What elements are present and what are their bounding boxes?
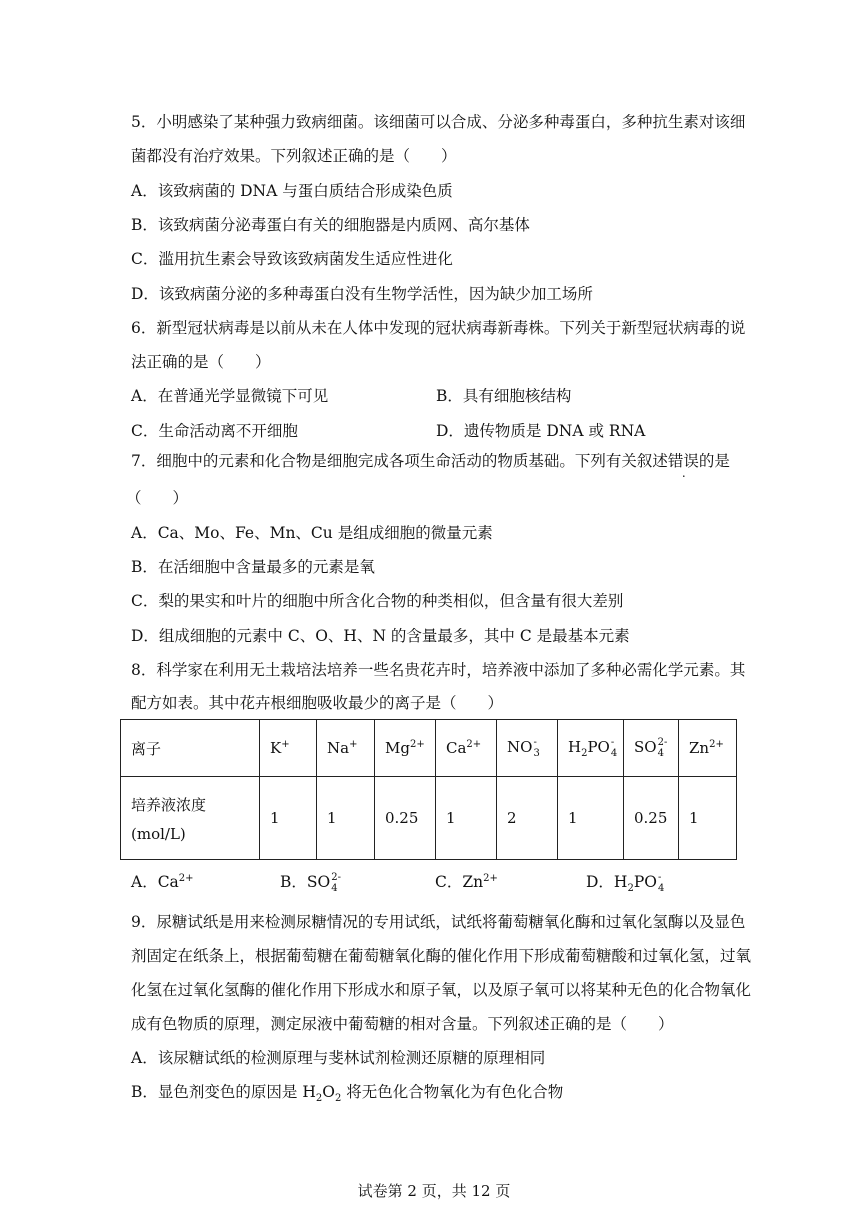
q7-option-a: A．Ca、Mo、Fe、Mn、Cu 是组成细胞的微量元素 xyxy=(131,524,493,542)
table-cell: 0.25 xyxy=(375,777,436,860)
ion-k: K+ xyxy=(260,720,317,777)
q5-option-d: D．该致病菌分泌的多种毒蛋白没有生物学活性，因为缺少加工场所 xyxy=(131,285,593,303)
q9-stem-line3: 化氢在过氧化氢酶的催化作用下形成水和原子氧，以及原子氧可以将某种无色的化合物氧化 xyxy=(131,981,752,999)
q9-stem-line2: 剂固定在纸条上，根据葡萄糖在葡萄糖氧化酶的催化作用下形成葡萄糖酸和过氧化氢，过氧 xyxy=(131,947,752,965)
ion-so4: SO 2- 4 xyxy=(624,720,679,777)
q6-option-d: D．遗传物质是 DNA 或 RNA xyxy=(436,422,646,440)
q7-emphasis-word: 错误 xyxy=(667,452,699,470)
ion-na: Na+ xyxy=(317,720,375,777)
q5-option-b: B．该致病菌分泌毒蛋白有关的细胞器是内质网、高尔基体 xyxy=(131,216,530,234)
table-row xyxy=(121,777,737,860)
ion-mg: $Mg^{2+}$ xyxy=(375,720,436,777)
q7-option-c: C．梨的果实和叶片的细胞中所含化合物的种类相似，但含量有很大差别 xyxy=(131,592,624,610)
table-cell: 1 xyxy=(317,777,375,860)
q7-option-b: B．在活细胞中含量最多的元素是氧 xyxy=(131,558,375,576)
q6-stem-line2: 法正确的是（ ） xyxy=(131,353,271,371)
q6-option-b: B．具有细胞核结构 xyxy=(436,387,572,405)
table-row xyxy=(121,720,737,777)
table-header-concentration: 培养液浓度 (mol/L) xyxy=(121,777,260,860)
q8-stem-line2: 配方如表。其中花卉根细胞吸收最少的离子是（ ） xyxy=(131,694,504,712)
nutrient-table xyxy=(120,719,737,860)
q6-stem-line1: 6．新型冠状病毒是以前从未在人体中发现的冠状病毒新毒株。下列关于新型冠状病毒的说 xyxy=(131,319,746,337)
q6-option-c: C．生命活动离不开细胞 xyxy=(131,422,298,440)
q8-stem-line1: 8．科学家在利用无土栽培法培养一些名贵花卉时，培养液中添加了多种必需化学元素。其 xyxy=(131,661,746,679)
page-footer: 试卷第 2 页，共 12 页 xyxy=(357,1182,511,1200)
table-cell: 0.25 xyxy=(624,777,679,860)
q8-option-d: D．$H_2PO$ - 4 xyxy=(586,872,665,895)
q5-stem-line2: 菌都没有治疗效果。下列叙述正确的是（ ） xyxy=(131,147,457,165)
table-cell: 1 xyxy=(436,777,497,860)
q9-stem-line1: 9．尿糖试纸是用来检测尿糖情况的专用试纸，试纸将葡萄糖氧化酶和过氧化氢酶以及显色 xyxy=(131,913,746,931)
table-cell: 2 xyxy=(497,777,558,860)
q8-option-b: B．SO 2- 4 xyxy=(280,872,341,894)
ion-zn: $Zn^{2+}$ xyxy=(679,720,737,777)
q7-option-d: D．组成细胞的元素中 C、O、H、N 的含量最多，其中 C 是最基本元素 xyxy=(131,627,630,645)
q9-option-a: A．该尿糖试纸的检测原理与斐林试剂检测还原糖的原理相同 xyxy=(131,1049,546,1067)
q5-stem-line1: 5．小明感染了某种强力致病细菌。该细菌可以合成、分泌多种毒蛋白，多种抗生素对该细 xyxy=(131,113,746,131)
q8-option-a: A．$Ca^{2+}$ xyxy=(131,872,194,891)
q6-option-a: A．在普通光学显微镜下可见 xyxy=(131,387,329,405)
ion-ca: $Ca^{2+}$ xyxy=(436,720,497,777)
q5-option-a: A．该致病菌的 DNA 与蛋白质结合形成染色质 xyxy=(131,182,453,200)
q7-stem-line2: （ ） xyxy=(126,489,189,507)
q5-option-c: C．滥用抗生素会导致该致病菌发生适应性进化 xyxy=(131,250,453,268)
ion-h2po4: $H_2PO$ - 4 xyxy=(558,720,624,777)
table-header-ion: 离子 xyxy=(121,720,260,777)
q9-option-b: B．显色剂变色的原因是 $H_2O_2$ 将无色化合物氧化为有色化合物 xyxy=(131,1083,564,1105)
table-cell: 1 xyxy=(679,777,737,860)
table-cell: 1 xyxy=(558,777,624,860)
q8-option-c: C．$Zn^{2+}$ xyxy=(435,872,498,891)
ion-no3: NO - 3 xyxy=(497,720,558,777)
table-cell: 1 xyxy=(260,777,317,860)
q7-stem-line1: 7．细胞中的元素和化合物是细胞完成各项生命活动的物质基础。下列有关叙述错误的是 xyxy=(131,452,730,470)
q9-stem-line4: 成有色物质的原理，测定尿液中葡萄糖的相对含量。下列叙述正确的是（ ） xyxy=(131,1015,674,1033)
